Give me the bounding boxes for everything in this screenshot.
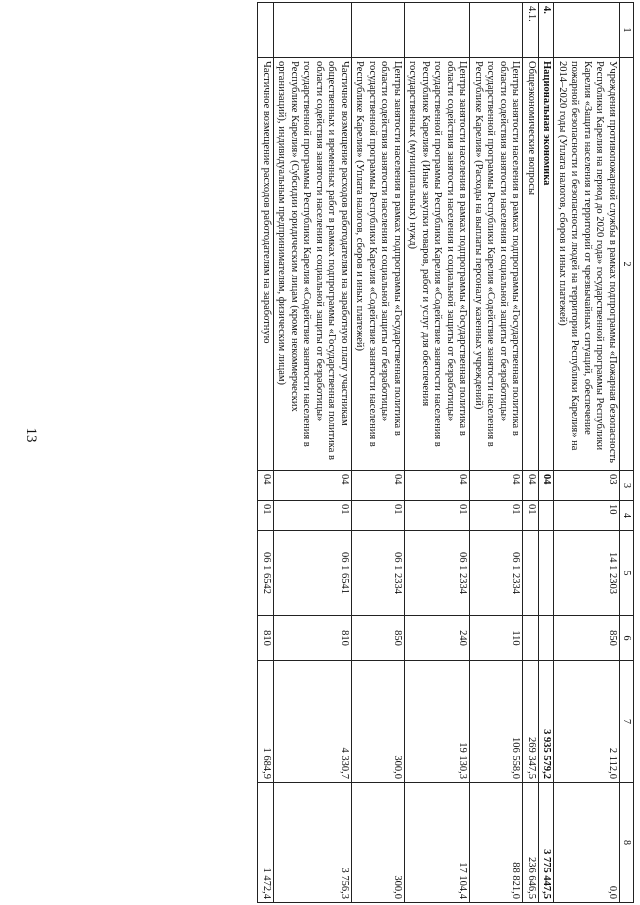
column-header: 6 xyxy=(620,616,634,661)
approved-amount: 3 935 579,2 xyxy=(539,661,555,783)
subsection-code: 01 xyxy=(523,501,539,531)
expense-type-code xyxy=(523,616,539,661)
table-row xyxy=(470,3,523,903)
expense-type-code: 810 xyxy=(258,616,274,661)
row-number xyxy=(554,3,620,58)
section-code: 03 xyxy=(554,471,620,501)
section-code: 04 xyxy=(352,471,405,501)
row-name: Частичное возмещение расходов работодателям на заработную xyxy=(258,58,274,471)
section-code: 04 xyxy=(274,471,352,501)
executed-amount: 300,0 xyxy=(352,783,405,903)
table-row xyxy=(274,3,352,903)
executed-amount: 17 104,4 xyxy=(405,783,471,903)
table-row xyxy=(554,3,620,903)
subsection-code: 01 xyxy=(258,501,274,531)
row-name: Общеэкономические вопросы xyxy=(523,58,539,471)
column-header: 7 xyxy=(620,661,634,783)
approved-amount: 2 112,0 xyxy=(554,661,620,783)
row-name: Частичное возмещение расходов работодателям на заработную плату участникам общественных и временных работ в рамках подпрограммы «Государственная политика в области содействия занятости населения и социальной защиты от безработицы» государственной программы Республики Карелия «Содействие занятости населения в Республике Карелия» (Субсидии юридическим лицам (кроме некоммерческих организаций), индивидуальным предпринимателям, физическим лицам) xyxy=(274,58,352,471)
expense-type-code: 850 xyxy=(554,616,620,661)
target-code: 06 1 2334 xyxy=(470,531,523,616)
expense-type-code xyxy=(539,616,555,661)
column-header: 2 xyxy=(620,58,634,471)
table-row xyxy=(258,3,274,903)
column-header: 4 xyxy=(620,501,634,531)
target-code xyxy=(523,531,539,616)
approved-amount: 269 347,5 xyxy=(523,661,539,783)
section-code: 04 xyxy=(523,471,539,501)
row-number: 4.1. xyxy=(523,3,539,58)
column-header: 8 xyxy=(620,783,634,903)
executed-amount: 0,0 xyxy=(554,783,620,903)
approved-amount: 1 684,9 xyxy=(258,661,274,783)
header-row xyxy=(620,3,634,903)
row-number: 4. xyxy=(539,3,555,58)
row-name: Учреждения противопожарной службы в рамках подпрограммы «Пожарная безопасность Республики Карелия на период до 2020 года» государственной программы Республики Карелия «Защита населения и территорий от чрезвычайных ситуаций, обеспечение пожарной безопасности и безопасности людей на территории Республики Карелия» на 2014–2020 годы (Уплата налогов, сборов и иных платежей) xyxy=(554,58,620,471)
row-name: Центры занятости населения в рамках подпрограммы «Государственная политика в области содействия занятости населения и социальной защиты от безработицы» государственной программы Республики Карелия «Содействие занятости населения в Республике Карелия» (Иные закупки товаров, работ и услуг для обеспечения государственных (муниципальных) нужд) xyxy=(405,58,471,471)
expense-type-code: 240 xyxy=(405,616,471,661)
table-row xyxy=(352,3,405,903)
target-code: 06 1 2334 xyxy=(405,531,471,616)
row-number xyxy=(258,3,274,58)
column-header: 5 xyxy=(620,531,634,616)
subsection-code: 01 xyxy=(405,501,471,531)
executed-amount: 88 821,0 xyxy=(470,783,523,903)
row-name: Национальная экономика xyxy=(539,58,555,471)
approved-amount: 4 330,7 xyxy=(274,661,352,783)
executed-amount: 3 775 447,5 xyxy=(539,783,555,903)
rotated-page xyxy=(64,2,634,902)
executed-amount: 3 756,3 xyxy=(274,783,352,903)
row-name: Центры занятости населения в рамках подпрограммы «Государственная политика в области содействия занятости населения и социальной защиты от безработицы» государственной программы Республики Карелия «Содействие занятости населения в Республике Карелия» (Уплата налогов, сборов и иных платежей) xyxy=(352,58,405,471)
executed-amount: 236 646,5 xyxy=(523,783,539,903)
executed-amount: 1 472,4 xyxy=(258,783,274,903)
section-code: 04 xyxy=(258,471,274,501)
subsection-code: 01 xyxy=(352,501,405,531)
row-number xyxy=(274,3,352,58)
expense-type-code: 850 xyxy=(352,616,405,661)
row-name: Центры занятости населения в рамках подпрограммы «Государственная политика в области содействия занятости населения и социальной защиты от безработицы» государственной программы Республики Карелия «Содействие занятости населения в Республике Карелия» (Расходы на выплаты персоналу казенных учреждений) xyxy=(470,58,523,471)
row-number xyxy=(352,3,405,58)
approved-amount: 19 130,3 xyxy=(405,661,471,783)
subsection-code: 10 xyxy=(554,501,620,531)
subsection-code xyxy=(539,501,555,531)
section-code: 04 xyxy=(405,471,471,501)
expense-type-code: 810 xyxy=(274,616,352,661)
target-code: 06 1 6541 xyxy=(274,531,352,616)
target-code: 06 1 2334 xyxy=(352,531,405,616)
column-header: 1 xyxy=(620,3,634,58)
subsection-code: 01 xyxy=(274,501,352,531)
approved-amount: 106 558,0 xyxy=(470,661,523,783)
subsection-code: 01 xyxy=(470,501,523,531)
page-number: 13 xyxy=(23,427,39,443)
section-code: 04 xyxy=(539,471,555,501)
target-code: 06 1 6542 xyxy=(258,531,274,616)
column-header: 3 xyxy=(620,471,634,501)
table-row xyxy=(539,3,555,903)
table-row xyxy=(405,3,471,903)
approved-amount: 300,0 xyxy=(352,661,405,783)
section-code: 04 xyxy=(470,471,523,501)
row-number xyxy=(470,3,523,58)
expense-type-code: 110 xyxy=(470,616,523,661)
table-row xyxy=(523,3,539,903)
target-code xyxy=(539,531,555,616)
target-code: 14 1 2303 xyxy=(554,531,620,616)
row-number xyxy=(405,3,471,58)
budget-table xyxy=(258,2,635,903)
